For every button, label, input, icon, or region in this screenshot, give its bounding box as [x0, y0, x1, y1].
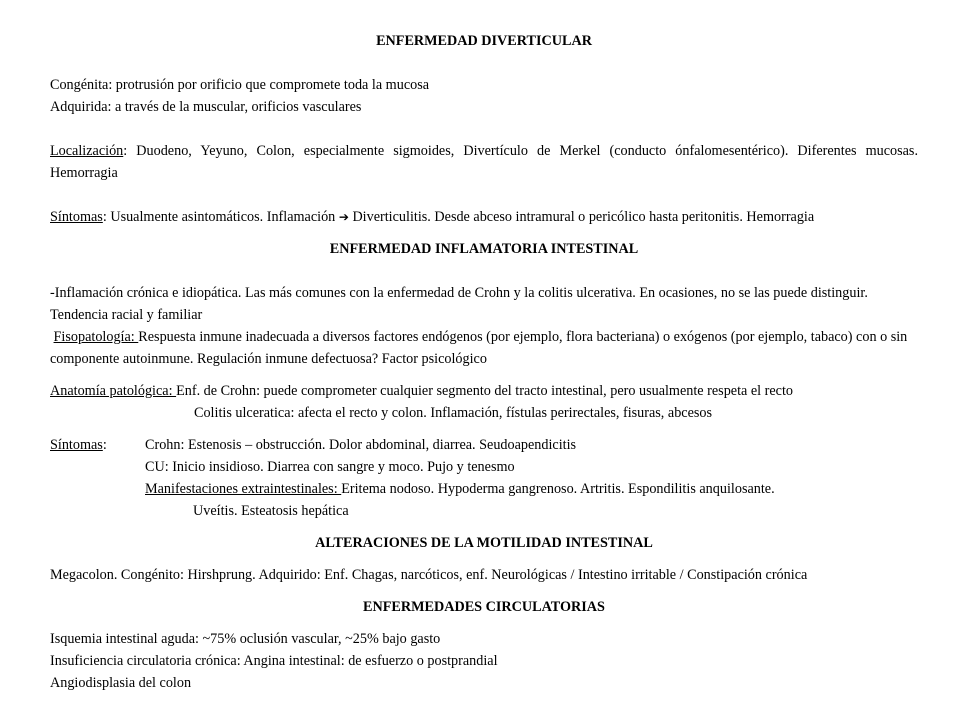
- manifestaciones-line2: Uveítis. Esteatosis hepática: [193, 503, 349, 519]
- sintomas-eii-label: Síntomas: [50, 437, 103, 453]
- adquirida-line: Adquirida: a través de la muscular, orificios vasculares: [50, 99, 362, 115]
- insuficiencia-line: Insuficiencia circulatoria crónica: Angina intestinal: de esfuerzo o postprandial: [50, 653, 498, 669]
- congenita-line: Congénita: protrusión por orificio que compromete toda la mucosa: [50, 77, 430, 93]
- section-title-circulatorias: ENFERMEDADES CIRCULATORIAS: [363, 599, 605, 615]
- section-title-eii: ENFERMEDAD INFLAMATORIA INTESTINAL: [329, 241, 639, 257]
- anatomia-paragraph: [50, 380, 918, 402]
- megacolon-line: Megacolon. Congénito: Hirshprung. Adquirido: Enf. Chagas, narcóticos, enf. Neurológicas / Intestino irritable / Constipación crónica: [50, 567, 808, 583]
- anatomia-label: Anatomía patológica:: [50, 383, 177, 399]
- sintomas-eii-sep: :: [102, 437, 107, 453]
- fisiopatologia-paragraph: [50, 326, 918, 370]
- localizacion-text: : Duodeno, Yeyuno, Colon, especialmente sigmoides, Divertículo de Merkel (conducto ónfalomesentérico). Diferentes mucosas. Hemorragia: [50, 143, 918, 181]
- section-title-motilidad: ALTERACIONES DE LA MOTILIDAD INTESTINAL: [315, 535, 653, 551]
- arrow-right-icon: ➔: [338, 210, 349, 224]
- fisiopatologia-label: Fisopatología:: [53, 329, 139, 345]
- sintomas-cu: CU: Inicio insidioso. Diarrea con sangre y moco. Pujo y tenesmo: [145, 459, 515, 475]
- angiodisplasia-line: Angiodisplasia del colon: [50, 675, 192, 691]
- colitis-line: Colitis ulceratica: afecta el recto y colon. Inflamación, fístulas perirectales, fisuras, abcesos: [194, 405, 713, 421]
- manifestaciones-text: Eritema nodoso. Hypoderma gangrenoso. Artritis. Espondilitis anquilosante.: [341, 481, 775, 497]
- localizacion-label: Localización: [50, 143, 124, 159]
- sintomas-diverticular-paragraph: [50, 206, 918, 228]
- localizacion-paragraph: [50, 140, 918, 184]
- sintomas-eii-label-cell: [50, 434, 145, 456]
- section-title-diverticular: ENFERMEDAD DIVERTICULAR: [376, 33, 592, 49]
- manifestaciones-line: [50, 478, 918, 500]
- fisiopatologia-text: Respuesta inmune inadecuada a diversos factores endógenos (por ejemplo, flora bacteriana) o exógenos (por ejemplo, tabaco) con o sin componente autoinmune. Regulación inmune defectuosa? Factor psicológico: [50, 329, 908, 367]
- sintomas-label: Síntomas: [50, 209, 103, 225]
- manifestaciones-label: Manifestaciones extraintestinales:: [145, 481, 342, 497]
- isquemia-line: Isquemia intestinal aguda: ~75% oclusión vascular, ~25% bajo gasto: [50, 631, 441, 647]
- sintomas-text-a: : Usualmente asintomáticos. Inflamación: [102, 209, 339, 225]
- sintomas-text-b: Diverticulitis. Desde abceso intramural o pericólico hasta peritonitis. Hemorragia: [348, 209, 815, 225]
- sintomas-crohn: Crohn: Estenosis – obstrucción. Dolor abdominal, diarrea. Seudoapendicitis: [145, 437, 577, 453]
- anatomia-text: Enf. de Crohn: puede comprometer cualquier segmento del tracto intestinal, pero usualmente respeta el recto: [176, 383, 794, 399]
- document-page: [50, 30, 918, 694]
- eii-intro: -Inflamación crónica e idiopática. Las más comunes con la enfermedad de Crohn y la colitis ulcerativa. En ocasiones, no se las puede distinguir. Tendencia racial y familiar: [50, 285, 868, 323]
- sintomas-eii-row: [50, 434, 918, 456]
